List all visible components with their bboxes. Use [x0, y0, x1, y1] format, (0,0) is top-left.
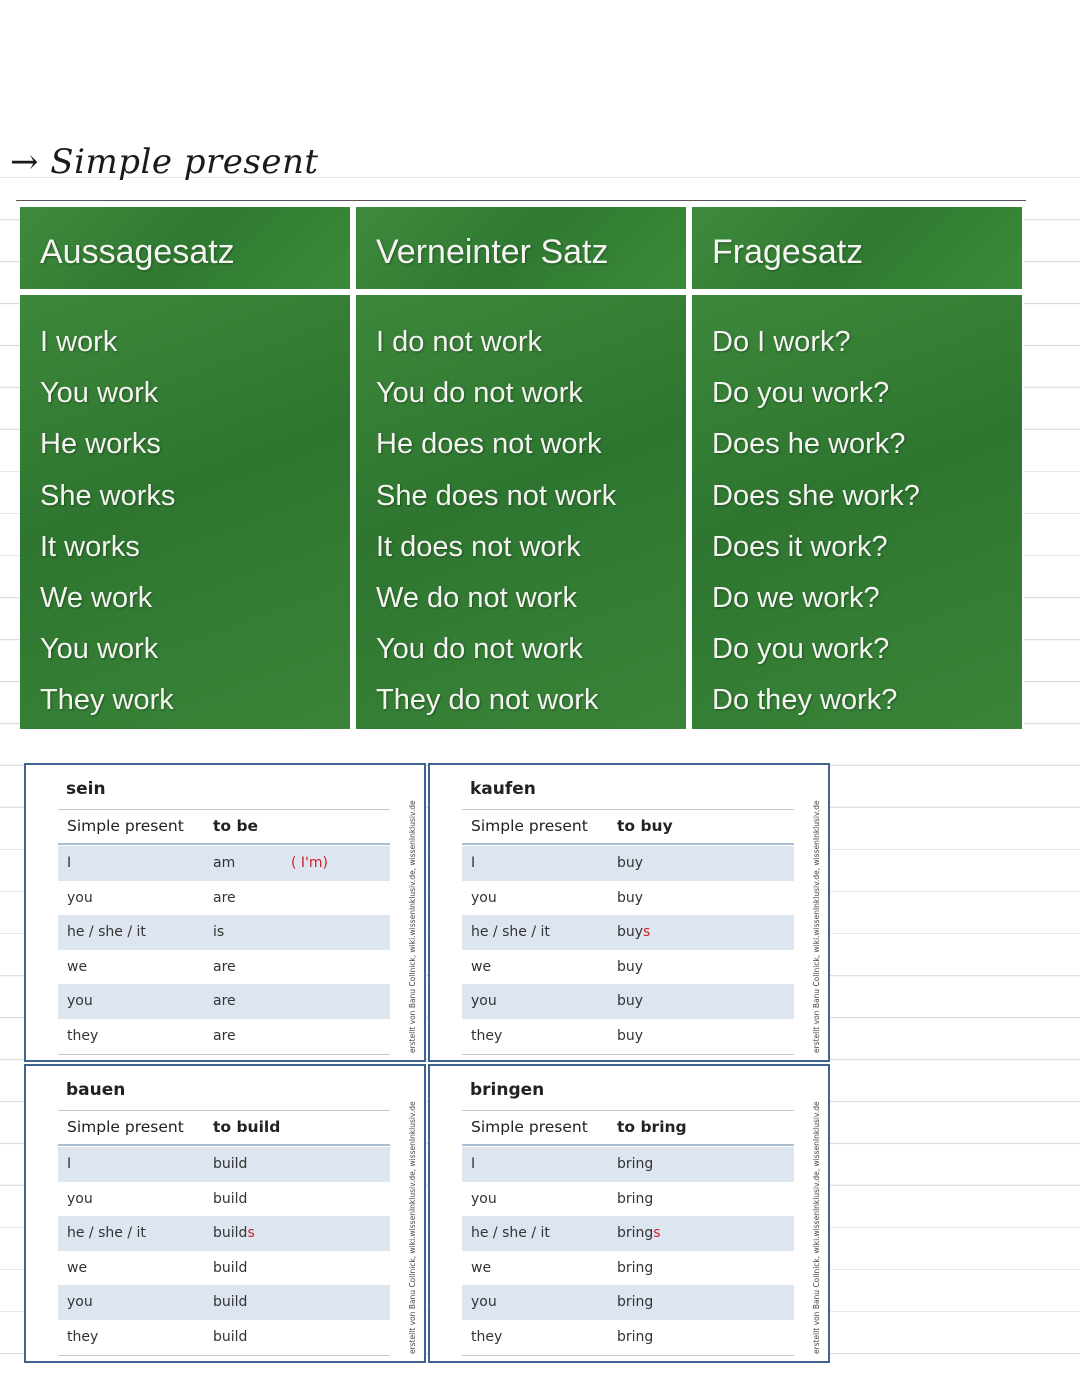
infinitive: to be — [213, 817, 259, 835]
pronoun: I — [67, 1156, 72, 1172]
pronoun: you — [471, 993, 497, 1010]
divider — [58, 1110, 390, 1111]
divider — [58, 843, 390, 845]
sentence: Do they work? — [712, 684, 898, 717]
card-title: bringen — [470, 1080, 545, 1100]
column-aussagesatz — [20, 207, 350, 729]
tense-label: Simple present — [67, 1118, 184, 1136]
verb-form: buy — [617, 958, 644, 975]
conjugation-row — [462, 1320, 794, 1355]
verb-form: bring — [617, 1190, 654, 1207]
sentence: Does he work? — [712, 428, 906, 461]
credit-line: erstellt von Banu Collnick, wiki.wissenInklusiv.de, wissenInklusiv.de — [812, 800, 821, 1053]
sentence: She works — [40, 479, 176, 512]
pronoun: I — [471, 1156, 476, 1172]
verb-ending: s — [653, 1225, 661, 1242]
verb-form: bring — [617, 1259, 654, 1276]
conjugation-row — [58, 846, 390, 881]
conjugation-row — [462, 1251, 794, 1286]
conjugation-row — [58, 915, 390, 950]
conjugation-row — [462, 950, 794, 985]
pronoun: we — [67, 1259, 88, 1276]
verb-stem: buy — [617, 924, 644, 941]
verb-card-bringen — [428, 1064, 830, 1363]
verb-ending: s — [643, 924, 651, 941]
sentence: Do we work? — [712, 581, 880, 614]
verb-form: build — [213, 1294, 248, 1311]
conjugation-row — [58, 950, 390, 985]
divider — [462, 1355, 794, 1356]
verb-ending: s — [247, 1225, 255, 1242]
column-header-label: Aussagesatz — [40, 233, 235, 271]
verb-card-kaufen — [428, 763, 830, 1062]
sentence: They work — [40, 684, 174, 717]
sentence: We do not work — [376, 581, 577, 614]
card-title: sein — [66, 779, 106, 799]
pronoun: I — [67, 855, 72, 871]
divider — [58, 1054, 390, 1055]
sentence: They do not work — [376, 684, 599, 717]
infinitive: to bring — [617, 1118, 687, 1136]
conjugation-row — [462, 1182, 794, 1217]
heading-underline — [16, 200, 1026, 201]
tense-label: Simple present — [67, 817, 184, 835]
sentence: Does she work? — [712, 479, 920, 512]
column-header-label: Verneinter Satz — [376, 233, 609, 271]
pronoun: we — [471, 958, 492, 975]
verb-form: buy — [617, 1028, 644, 1044]
conjugation-row — [462, 1019, 794, 1054]
column-header — [356, 207, 686, 289]
sentence: You work — [40, 377, 159, 410]
verb-form: build — [213, 1156, 248, 1172]
conjugation-row — [58, 881, 390, 916]
verb-card-sein — [24, 763, 426, 1062]
conjugation-board — [20, 207, 1024, 729]
pronoun: they — [471, 1028, 503, 1044]
column-body — [356, 295, 686, 729]
infinitive: to buy — [617, 817, 673, 835]
conjugation-row — [58, 1216, 390, 1251]
sentence: I do not work — [376, 326, 543, 358]
sentence: You do not work — [376, 633, 583, 666]
credit-line: erstellt von Banu Collnick, wiki.wissenInklusiv.de, wissenInklusiv.de — [408, 1101, 417, 1354]
sentence: You do not work — [376, 377, 583, 410]
column-header-label: Fragesatz — [712, 233, 864, 271]
conjugation-row — [58, 1251, 390, 1286]
divider — [462, 1054, 794, 1055]
verb-form — [617, 1225, 661, 1241]
verb-form: build — [213, 1329, 248, 1345]
pronoun: you — [67, 1294, 93, 1311]
conjugation-row — [58, 1320, 390, 1355]
verb-form: build — [213, 1190, 248, 1207]
verb-form: bring — [617, 1294, 654, 1311]
column-body — [20, 295, 350, 729]
verb-form: are — [213, 889, 236, 906]
divider — [58, 1355, 390, 1356]
conjugation-row — [462, 1285, 794, 1320]
sentence: We work — [40, 581, 153, 614]
conjugation-row — [58, 1019, 390, 1054]
sentence: Does it work? — [712, 530, 888, 563]
pronoun: you — [67, 889, 93, 906]
verb-form: bring — [617, 1329, 654, 1345]
sentence: He does not work — [376, 428, 602, 461]
top-margin — [0, 0, 1080, 136]
column-fragesatz — [692, 207, 1022, 729]
sentence: I work — [40, 326, 118, 358]
conjugation-row — [462, 881, 794, 916]
sentence: She does not work — [376, 479, 617, 512]
verb-form: are — [213, 1028, 236, 1044]
verb-stem: build — [213, 1225, 248, 1242]
credit-line: erstellt von Banu Collnick, wiki.wissenInklusiv.de, wissenInklusiv.de — [408, 800, 417, 1053]
verb-form: buy — [617, 889, 644, 906]
pronoun: we — [471, 1259, 492, 1276]
divider — [462, 1144, 794, 1146]
tense-label: Simple present — [471, 817, 588, 835]
sentence: Do you work? — [712, 633, 890, 666]
conjugation-row — [462, 1216, 794, 1251]
pronoun: you — [67, 993, 93, 1010]
divider — [462, 1110, 794, 1111]
pronoun: you — [67, 1190, 93, 1207]
verb-stem: bring — [617, 1225, 654, 1242]
verb-form: is — [213, 924, 225, 941]
pronoun: he / she / it — [471, 924, 550, 941]
verb-form: bring — [617, 1156, 654, 1172]
conjugation-row — [58, 1147, 390, 1182]
verb-form: are — [213, 958, 236, 975]
pronoun: we — [67, 958, 88, 975]
verb-card-bauen — [24, 1064, 426, 1363]
conjugation-row — [58, 984, 390, 1019]
conjugation-row — [462, 984, 794, 1019]
column-header — [20, 207, 350, 289]
sentence: He works — [40, 428, 161, 461]
pronoun: I — [471, 855, 476, 871]
verb-form — [213, 1225, 255, 1241]
sentence: It does not work — [376, 530, 581, 563]
verb-form — [617, 924, 650, 940]
divider — [462, 843, 794, 845]
pronoun: you — [471, 889, 497, 906]
verb-form: buy — [617, 855, 644, 871]
sentence: Do I work? — [712, 326, 851, 358]
column-header — [692, 207, 1022, 289]
page-heading: → Simple present — [10, 142, 319, 182]
pronoun: they — [471, 1329, 503, 1345]
pronoun: they — [67, 1329, 99, 1345]
infinitive: to build — [213, 1118, 281, 1136]
divider — [58, 809, 390, 810]
column-verneinter-satz — [356, 207, 686, 729]
verb-form: are — [213, 993, 236, 1010]
conjugation-row — [462, 915, 794, 950]
credit-line: erstellt von Banu Collnick, wiki.wissenInklusiv.de, wissenInklusiv.de — [812, 1101, 821, 1354]
pronoun: he / she / it — [471, 1225, 550, 1242]
card-title: kaufen — [470, 779, 536, 799]
sentence: You work — [40, 633, 159, 666]
divider — [58, 1144, 390, 1146]
column-body — [692, 295, 1022, 729]
pronoun: they — [67, 1028, 99, 1044]
pronoun: he / she / it — [67, 1225, 146, 1242]
pronoun: you — [471, 1190, 497, 1207]
sentence: It works — [40, 530, 140, 563]
verb-form: build — [213, 1259, 248, 1276]
verb-form: buy — [617, 993, 644, 1010]
conjugation-row — [462, 1147, 794, 1182]
conjugation-row — [462, 846, 794, 881]
pronoun: you — [471, 1294, 497, 1311]
tense-label: Simple present — [471, 1118, 588, 1136]
verb-form: am — [213, 855, 236, 871]
sentence: Do you work? — [712, 377, 890, 410]
conjugation-row — [58, 1285, 390, 1320]
card-title: bauen — [66, 1080, 126, 1100]
divider — [462, 809, 794, 810]
contraction-note: ( I'm) — [291, 855, 328, 871]
conjugation-row — [58, 1182, 390, 1217]
pronoun: he / she / it — [67, 924, 146, 941]
